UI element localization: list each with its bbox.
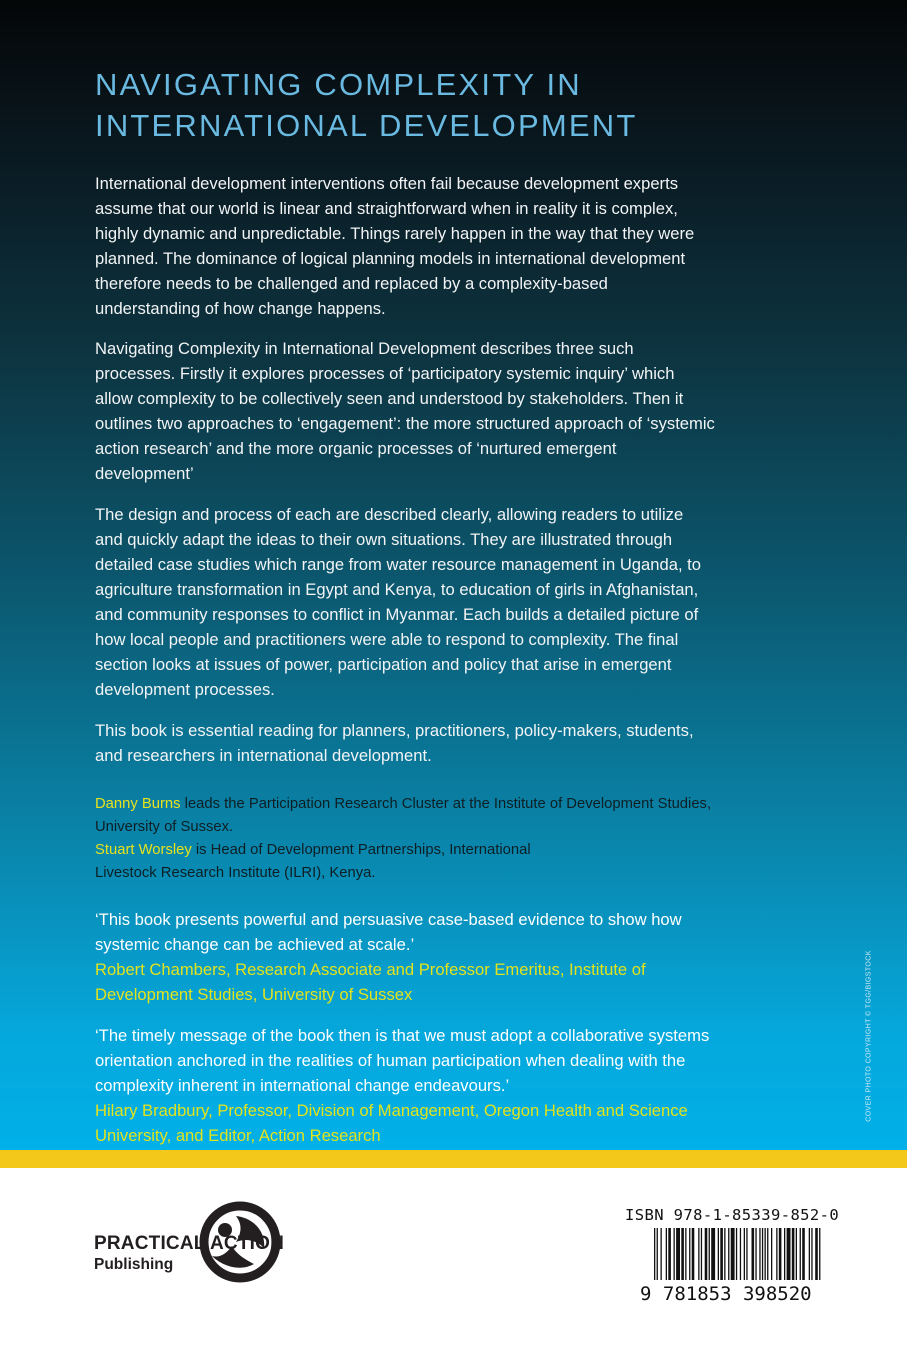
barcode-icon (640, 1228, 822, 1303)
barcode-number: 9 781853 398520 (640, 1283, 812, 1303)
photo-credit (862, 926, 876, 1146)
blurb-paragraph-4: This book is essential reading for planners, practitioners, policy-makers, students, and researchers in international development. (95, 721, 694, 765)
endorsement-quote-2 (95, 1023, 715, 1148)
yellow-stripe (0, 1150, 907, 1168)
photo-credit-text: COVER PHOTO COPYRIGHT © TGG/BIGSTOCK (865, 950, 873, 1122)
blurb-paragraph-1: International development interventions often fail because development experts assume that our world is linear and straightforward when in reality it is complex, highly dynamic and unpredictable. Things rarely happen in the way that they were planned. The dominance of logical planning models in international development therefore needs to be challenged and replaced by a complexity-based understanding of how change happens. (95, 174, 695, 318)
blurb-paragraph-2: Navigating Complexity in International Development describes three such processes. Firstly it explores processes of ‘participatory systemic inquiry’ which allow complexity to be collectively seen and understood by stakeholders. Then it outlines two approaches to ‘engagement’: the more structured approach of ‘systemic action research’ and the more organic processes of ‘nurtured emergent development’ (95, 339, 715, 483)
author-bio-worsley (95, 839, 565, 884)
author-text-burns: leads the Participation Research Cluster at the Institute of Development Studies, University of Sussex. (95, 796, 712, 835)
quote-attribution-2: Hilary Bradbury, Professor, Division of Management, Oregon Health and Science University, and Editor, Action Research (95, 1101, 688, 1145)
publisher-name (94, 1233, 284, 1275)
book-title-line-2: INTERNATIONAL DEVELOPMENT (95, 108, 638, 143)
book-title (95, 64, 815, 146)
publisher-line-1: PRACTICAL ACTION (94, 1233, 285, 1254)
quote-attribution-1: Robert Chambers, Research Associate and Professor Emeritus, Institute of Development Studies, University of Sussex (95, 960, 646, 1004)
isbn-label: ISBN 978-1-85339-852-0 (625, 1206, 840, 1224)
book-title-line-1: NAVIGATING COMPLEXITY IN (95, 67, 582, 102)
quote-text-1: ‘This book presents powerful and persuasive case-based evidence to show how systemic change can be achieved at scale.’ (95, 910, 682, 954)
quote-text-2: ‘The timely message of the book then is that we must adopt a collaborative systems orientation anchored in the realities of human participation when dealing with the complexity inherent in international change endeavours.’ (95, 1026, 710, 1095)
author-name-worsley: Stuart Worsley (95, 842, 192, 858)
author-text-worsley: is Head of Development Partnerships, International Livestock Research Institute (ILRI), Kenya. (95, 842, 531, 881)
blurb-paragraph-3: The design and process of each are described clearly, allowing readers to utilize and quickly adapt the ideas to their own situations. They are illustrated through detailed case studies which range from water resource management in Uganda, to agriculture transformation in Egypt and Kenya, to education of girls in Afghanistan, and community responses to conflict in Myanmar. Each builds a detailed picture of how local people and practitioners were able to respond to complexity. The final section looks at issues of power, participation and policy that arise in emergent development processes. (95, 505, 702, 699)
publisher-line-2: Publishing (94, 1256, 174, 1273)
author-name-burns: Danny Burns (95, 796, 181, 812)
endorsement-quote-1 (95, 907, 715, 1007)
author-bio-burns (95, 793, 715, 838)
